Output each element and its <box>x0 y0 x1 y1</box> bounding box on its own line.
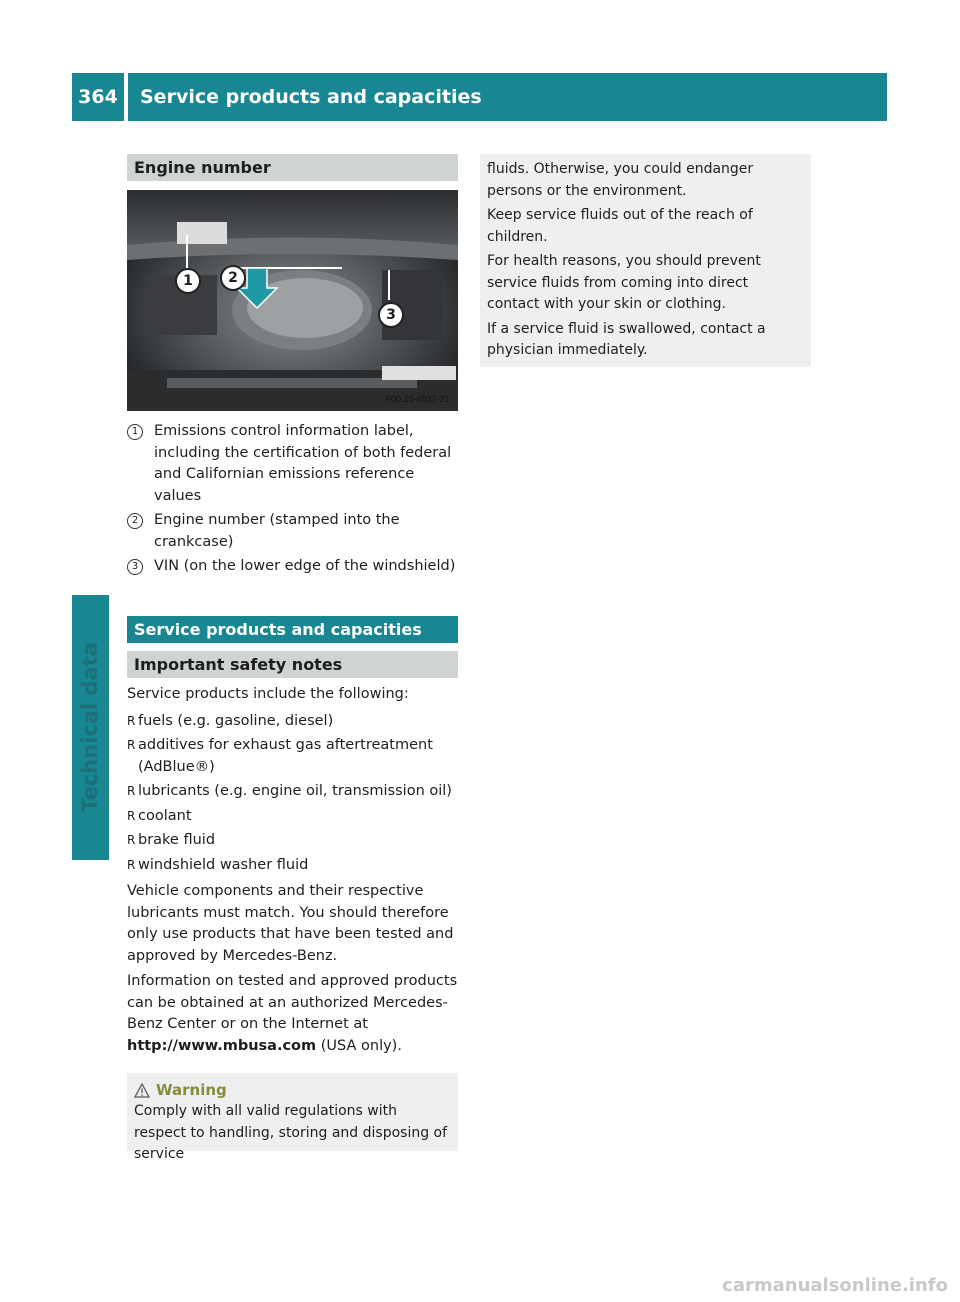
page-title: Service products and capacities <box>128 73 887 121</box>
legend-number: 3 <box>127 559 143 575</box>
legend-number: 1 <box>127 424 143 440</box>
engine-number-heading: Engine number <box>127 154 458 181</box>
left-column <box>127 154 458 581</box>
list-item: R windshield washer fluid <box>127 855 458 877</box>
intro-text: Service products include the following: <box>127 686 409 702</box>
compatibility-paragraph: Vehicle components and their respective lubricants must match. You should therefore only use products that have been tested and approved by Mercedes-Benz. <box>127 883 454 964</box>
side-tab-label: Technical data <box>78 642 102 812</box>
legend-item <box>127 421 458 507</box>
warning-continued-text: For health reasons, you should prevent service fluids from coming into direct contact with your skin or clothing. <box>487 253 761 312</box>
service-products-list <box>127 711 458 877</box>
information-paragraph: Information on tested and approved products can be obtained at an authorized Mercedes-Benz Center or on the Internet at http://www.mbusa.com (USA only). <box>127 973 458 1054</box>
list-item: R fuels (e.g. gasoline, diesel) <box>127 711 458 733</box>
engine-bay-photo <box>127 190 458 411</box>
warning-triangle-icon <box>134 1083 150 1098</box>
bullet-marker: R <box>127 738 136 752</box>
legend-number: 2 <box>127 513 143 529</box>
bullet-marker: R <box>127 857 136 872</box>
page-number: 364 <box>72 73 124 121</box>
footer-watermark: carmanualsonline.info <box>722 1275 948 1296</box>
bullet-marker: R <box>127 833 136 847</box>
list-item: R lubricants (e.g. engine oil, transmission oil) <box>127 781 458 803</box>
list-item: R additives for exhaust gas aftertreatment (AdBlue®) <box>127 737 433 775</box>
service-products-section <box>127 616 458 1162</box>
photo-code: P00.10-4837-31 <box>385 394 450 404</box>
legend-item <box>127 510 458 553</box>
callout-3: 3 <box>378 302 404 328</box>
engine-legend <box>127 421 458 578</box>
list-item: R coolant <box>127 806 458 828</box>
warning-box <box>127 1073 458 1162</box>
mbusa-link[interactable]: http://www.mbusa.com <box>127 1037 317 1054</box>
warning-continued-text: Keep service fluids out of the reach of children. <box>487 207 753 245</box>
bullet-marker: R <box>127 784 136 798</box>
callout-2: 2 <box>220 265 246 291</box>
legend-text: Emissions control information label, including the certification of both federal and Californian emissions reference values <box>154 423 452 504</box>
legend-item <box>127 556 458 578</box>
safety-notes-heading: Important safety notes <box>127 651 458 678</box>
warning-continued-text: fluids. Otherwise, you could endanger persons or the environment. <box>487 161 754 199</box>
legend-text: Engine number (stamped into the crankcase) <box>154 512 400 550</box>
bullet-marker: R <box>127 808 136 823</box>
list-item: R brake fluid <box>127 830 458 852</box>
warning-continued-text: If a service fluid is swallowed, contact a physician immediately. <box>487 320 766 358</box>
service-products-heading: Service products and capacities <box>127 616 458 643</box>
legend-text: VIN (on the lower edge of the windshield) <box>154 558 456 574</box>
warning-heading: Warning <box>134 1079 451 1101</box>
warning-continued-box <box>480 154 811 367</box>
bullet-marker: R <box>127 713 136 728</box>
warning-text: Comply with all valid regulations with respect to handling, storing and disposing of service <box>134 1103 448 1162</box>
callout-1: 1 <box>175 268 201 294</box>
